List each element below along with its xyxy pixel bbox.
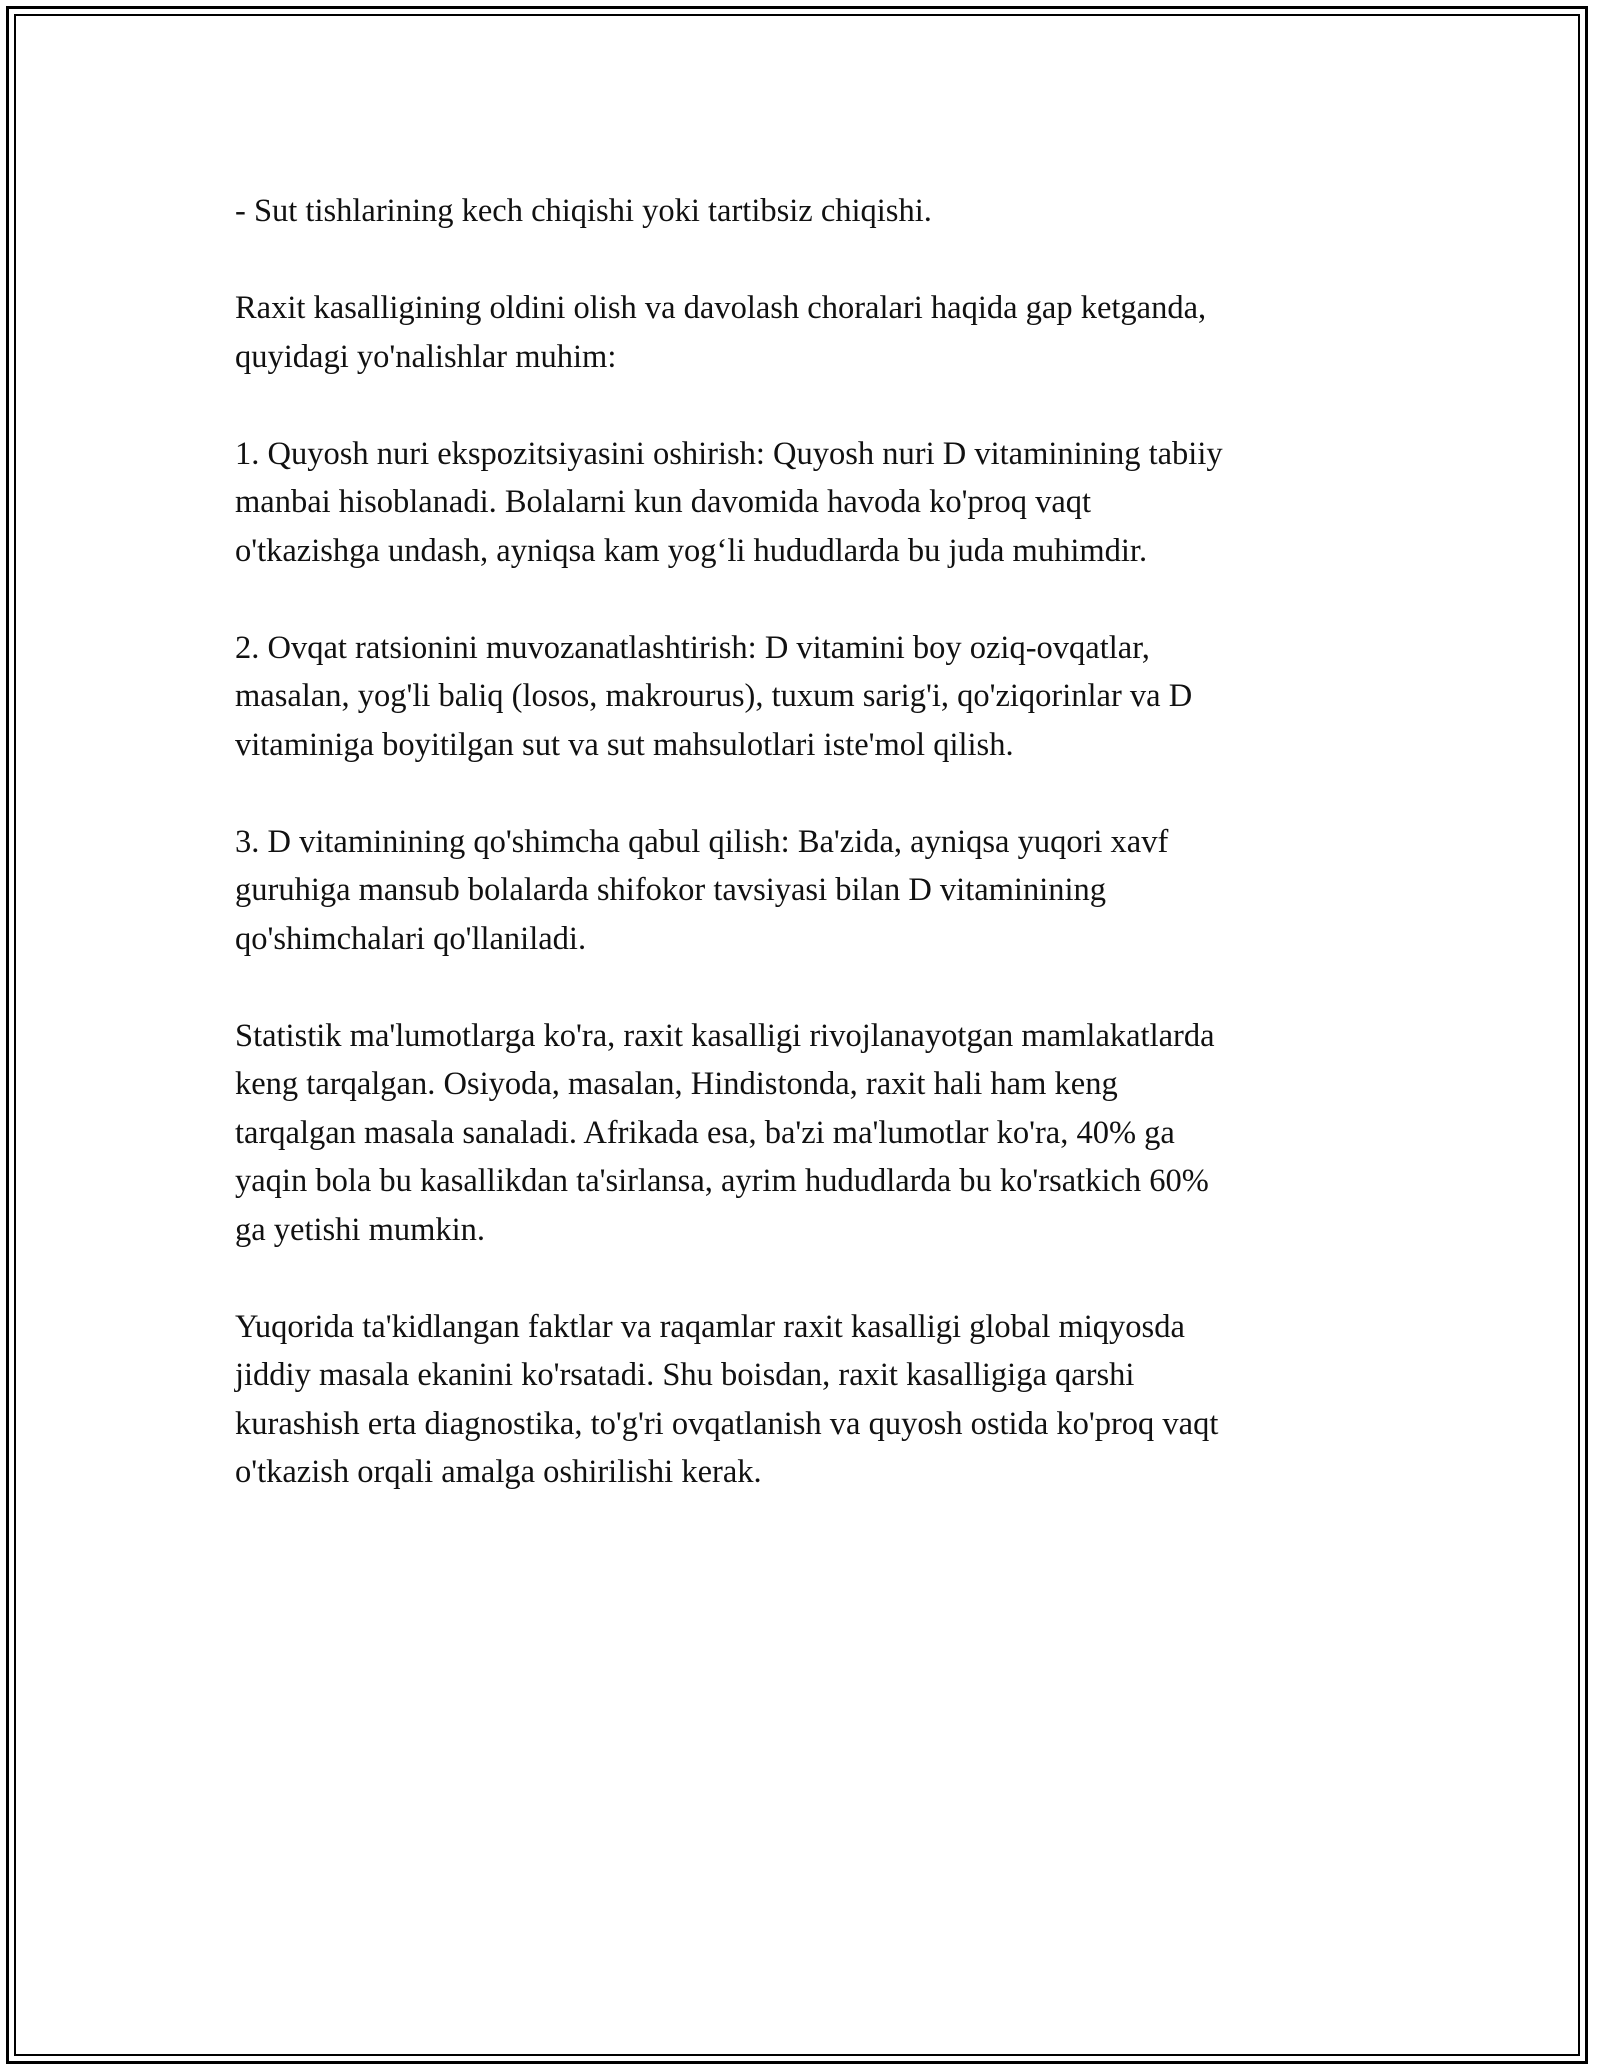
paragraph-supplement: 3. D vitaminining qo'shimcha qabul qilish: Ba'zida, ayniqsa yuqori xavf guruhiga mansub bolalarda shifokor tavsiyasi bilan D vitaminining qo'shimchalari qo'llaniladi.	[235, 823, 1169, 957]
paragraph-sunlight: 1. Quyosh nuri ekspozitsiyasini oshirish: Quyosh nuri D vitaminining tabiiy manbai hisoblanadi. Bolalarni kun davomida havoda ko'proq vaqt o'tkazishga undash, ayniqsa kam yog‘li hududlarda bu juda muhimdir.	[235, 435, 1223, 569]
paragraph-prevention-intro: Raxit kasalligining oldini olish va davolash choralari haqida gap ketganda, quyidagi yo'nalishlar muhim:	[235, 290, 1207, 375]
paragraph-tooth-eruption: - Sut tishlarining kech chiqishi yoki tartibsiz chiqishi.	[235, 193, 932, 229]
paragraph-conclusion: Yuqorida ta'kidlangan faktlar va raqamlar raxit kasalligi global miqyosda jiddiy masala ekanini ko'rsatadi. Shu boisdan, raxit kasalligiga qarshi kurashish erta diagnostika, to'g'ri ovqatlanish va quyosh ostida ko'proq vaqt o'tkazish orqali amalga oshirilishi kerak.	[235, 1308, 1219, 1490]
paragraph-diet: 2. Ovqat ratsionini muvozanatlashtirish: D vitamini boy oziq-ovqatlar, masalan, yog'li baliq (losos, makrourus), tuxum sarig'i, qo'ziqorinlar va D vitaminiga boyitilgan sut va sut mahsulotlari iste'mol qilish.	[235, 629, 1193, 763]
paragraph-statistics: Statistik ma'lumotlarga ko'ra, raxit kasalligi rivojlanayotgan mamlakatlarda keng tarqalgan. Osiyoda, masalan, Hindistonda, raxit hali ham keng tarqalgan masala sanaladi. Afrikada esa, ba'zi ma'lumotlar ko'ra, 40% ga yaqin bola bu kasallikdan ta'sirlansa, ayrim hududlarda bu ko'rsatkich 60% ga yetishi mumkin.	[235, 1017, 1215, 1248]
document-body	[235, 187, 1375, 1545]
